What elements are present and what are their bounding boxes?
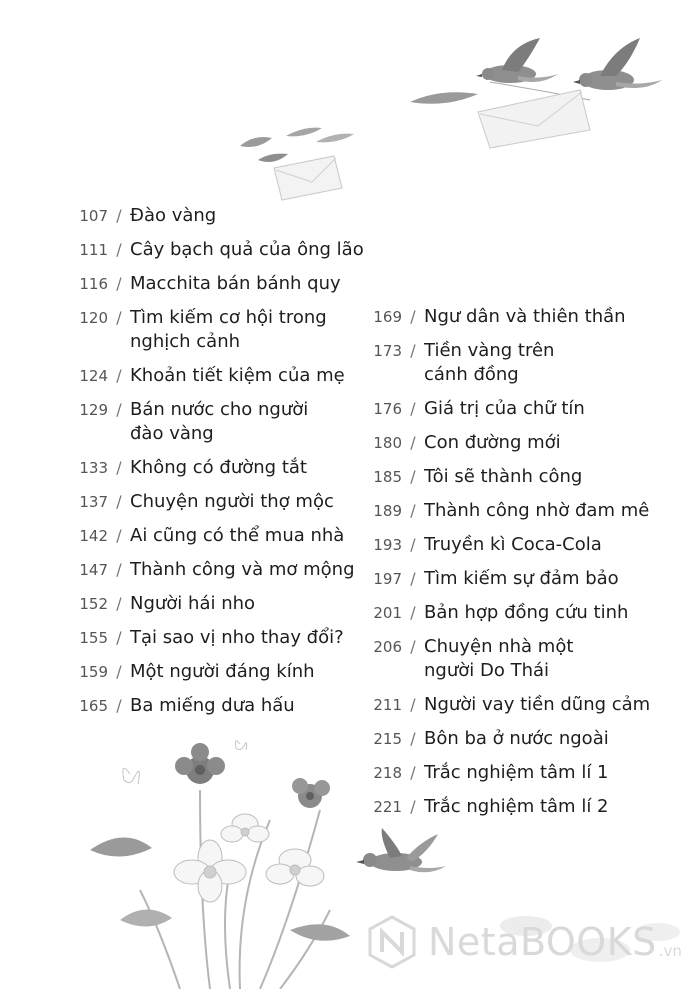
- toc-title: Thành công và mơ mộng: [130, 559, 355, 580]
- toc-page-number: 180: [373, 434, 402, 452]
- toc-separator: /: [410, 535, 416, 554]
- toc-title: Bản hợp đồng cứu tinh: [424, 602, 629, 623]
- toc-page-number: 142: [79, 527, 108, 545]
- toc-entry: [62, 660, 370, 684]
- envelope-icon: [274, 156, 342, 200]
- toc-separator: /: [116, 594, 122, 613]
- leaf-icon: [240, 137, 272, 147]
- toc-page-number: 152: [79, 595, 108, 613]
- toc-page-number: 185: [373, 468, 402, 486]
- toc-entry: [356, 499, 684, 523]
- toc-page-number: 147: [79, 561, 108, 579]
- birds-envelope-illustration: [400, 30, 700, 150]
- toc-title: Giá trị của chữ tín: [424, 398, 585, 419]
- toc-page-number: 159: [79, 663, 108, 681]
- toc-separator: /: [116, 366, 122, 385]
- toc-page-number: 155: [79, 629, 108, 647]
- toc-entry: [62, 364, 370, 388]
- toc-page-number: 173: [373, 342, 402, 360]
- toc-entry: [356, 567, 684, 591]
- toc-separator: /: [410, 501, 416, 520]
- toc-entry: [356, 305, 684, 329]
- toc-entry: [356, 761, 684, 785]
- toc-entry: [62, 524, 370, 548]
- toc-entry: [62, 238, 370, 262]
- toc-separator: /: [410, 433, 416, 452]
- toc-separator: /: [410, 307, 416, 326]
- toc-entry: [62, 204, 370, 228]
- toc-page-number: 193: [373, 536, 402, 554]
- toc-entry: [62, 272, 370, 296]
- toc-page-number: 107: [79, 207, 108, 225]
- flower-icon: [174, 840, 246, 902]
- toc-separator: /: [116, 662, 122, 681]
- leaf-icon: [90, 837, 152, 856]
- toc-title: Tại sao vị nho thay đổi?: [130, 627, 344, 648]
- toc-title: Khoản tiết kiệm của mẹ: [130, 365, 345, 386]
- toc-entry: [62, 306, 370, 354]
- toc-entry: [356, 693, 684, 717]
- toc-page-number: 137: [79, 493, 108, 511]
- toc-separator: /: [116, 206, 122, 225]
- toc-entry: [62, 490, 370, 514]
- flower-icon: [175, 743, 225, 784]
- neta-logo-icon: [364, 914, 420, 970]
- toc-entry: [62, 398, 370, 446]
- toc-page-number: 165: [79, 697, 108, 715]
- toc-separator: /: [116, 308, 122, 327]
- toc-page-number: 211: [373, 696, 402, 714]
- bird-icon: [356, 828, 446, 872]
- toc-entry: [356, 635, 684, 683]
- toc-title: Một người đáng kính: [130, 661, 315, 682]
- toc-page-number: 133: [79, 459, 108, 477]
- toc-title: Truyền kì Coca-Cola: [424, 534, 602, 555]
- toc-separator: /: [116, 274, 122, 293]
- toc-title: Con đường mới: [424, 432, 561, 453]
- toc-separator: /: [116, 628, 122, 647]
- toc-title: Trắc nghiệm tâm lí 1: [424, 762, 609, 783]
- toc-page-number: 201: [373, 604, 402, 622]
- toc-entry: [356, 465, 684, 489]
- envelope-leaves-illustration: [230, 124, 370, 214]
- toc-separator: /: [410, 729, 416, 748]
- flower-icon: [292, 778, 330, 808]
- toc-entry: [356, 601, 684, 625]
- toc-separator: /: [116, 526, 122, 545]
- toc-entry: [62, 626, 370, 650]
- toc-title: Người vay tiền dũng cảm: [424, 694, 651, 715]
- toc-page-number: 120: [79, 309, 108, 327]
- toc-separator: /: [116, 492, 122, 511]
- toc-separator: /: [410, 797, 416, 816]
- toc-entry: [356, 727, 684, 751]
- toc-title: Bán nước cho người đào vàng: [130, 399, 309, 444]
- toc-entry: [62, 558, 370, 582]
- toc-title: Cây bạch quả của ông lão: [130, 239, 364, 260]
- toc-separator: /: [410, 637, 416, 656]
- toc-title: Người hái nho: [130, 593, 256, 614]
- toc-separator: /: [410, 341, 416, 360]
- toc-page-number: 124: [79, 367, 108, 385]
- toc-title: Ngư dân và thiên thần: [424, 306, 626, 327]
- watermark-suffix: .vn: [658, 942, 682, 960]
- toc-entry: [356, 339, 684, 387]
- toc-separator: /: [410, 763, 416, 782]
- toc-title: Tìm kiếm sự đảm bảo: [424, 568, 619, 589]
- toc-entry: [62, 592, 370, 616]
- toc-separator: /: [410, 695, 416, 714]
- toc-separator: /: [410, 467, 416, 486]
- toc-page-number: 221: [373, 798, 402, 816]
- toc-separator: /: [116, 560, 122, 579]
- toc-title: Trắc nghiệm tâm lí 2: [424, 796, 609, 817]
- flowers-illustration: [60, 730, 360, 989]
- flower-icon: [266, 849, 324, 886]
- toc-separator: /: [116, 696, 122, 715]
- toc-title: Chuyện nhà một người Do Thái: [424, 636, 574, 681]
- leaf-icon: [286, 128, 322, 137]
- toc-title: Macchita bán bánh quy: [130, 273, 341, 294]
- bird-icon: [573, 38, 662, 90]
- toc-entry: [356, 795, 684, 819]
- toc-page-number: 111: [79, 241, 108, 259]
- watermark-brand: NetaBOOKS: [428, 920, 657, 964]
- toc-entry: [356, 431, 684, 455]
- toc-title: Đào vàng: [130, 205, 217, 226]
- leaf-icon: [258, 154, 288, 162]
- toc-separator: /: [410, 569, 416, 588]
- toc-separator: /: [116, 458, 122, 477]
- toc-separator: /: [410, 399, 416, 418]
- toc-page-number: 206: [373, 638, 402, 656]
- envelope-icon: [478, 90, 590, 148]
- toc-separator: /: [116, 240, 122, 259]
- toc-title: Thành công nhờ đam mê: [424, 500, 650, 521]
- toc-page-number: 197: [373, 570, 402, 588]
- leaf-icon: [290, 924, 350, 941]
- toc-entry: [62, 456, 370, 480]
- toc-title: Ba miếng dưa hấu: [130, 695, 295, 716]
- toc-entry: [356, 533, 684, 557]
- small-bird-illustration: [350, 824, 450, 884]
- toc-title: Ai cũng có thể mua nhà: [130, 525, 345, 546]
- toc-title: Tìm kiếm cơ hội trong nghịch cảnh: [130, 307, 327, 352]
- toc-page-number: 116: [79, 275, 108, 293]
- toc-title: Tiền vàng trên cánh đồng: [424, 340, 555, 385]
- leaf-icon: [120, 909, 172, 926]
- toc-entry: [356, 397, 684, 421]
- toc-page-number: 129: [79, 401, 108, 419]
- toc-page-number: 189: [373, 502, 402, 520]
- flower-icon: [221, 814, 269, 842]
- toc-page-number: 218: [373, 764, 402, 782]
- toc-page-number: 169: [373, 308, 402, 326]
- toc-title: Không có đường tắt: [130, 457, 307, 478]
- toc-page-number: 176: [373, 400, 402, 418]
- toc-separator: /: [410, 603, 416, 622]
- toc-separator: /: [116, 400, 122, 419]
- toc-title: Bôn ba ở nước ngoài: [424, 728, 609, 749]
- leaf-icon: [316, 134, 354, 143]
- leaf-icon: [410, 92, 478, 104]
- bird-icon: [476, 38, 558, 83]
- watermark: [364, 914, 682, 970]
- toc-entry: [62, 694, 370, 718]
- toc-title: Tôi sẽ thành công: [424, 466, 583, 487]
- toc-page-number: 215: [373, 730, 402, 748]
- toc-title: Chuyện người thợ mộc: [130, 491, 334, 512]
